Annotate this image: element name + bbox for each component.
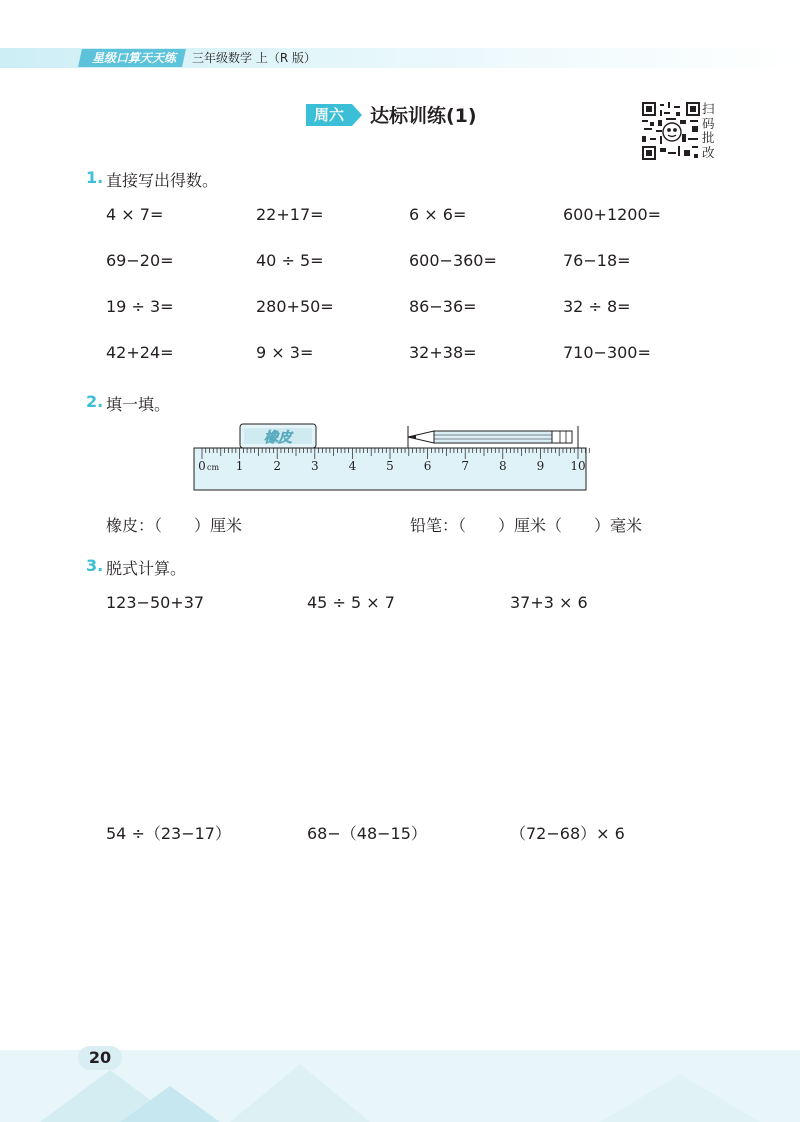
oral-question: 9 × 3= xyxy=(256,343,314,362)
pencil-icon xyxy=(408,426,578,448)
oral-question: 32 ÷ 8= xyxy=(563,297,631,316)
ruler-unit: cm xyxy=(207,463,220,472)
book-title: 三年级数学 上（R 版） xyxy=(192,51,316,65)
ruler-number: 10 xyxy=(570,459,586,473)
qr-code-icon[interactable] xyxy=(642,102,700,160)
oral-question: 42+24= xyxy=(106,343,174,362)
ruler-number: 7 xyxy=(461,459,470,473)
page-number: 20 xyxy=(78,1046,122,1070)
page-title: 达标训练(1) xyxy=(370,105,477,127)
calc-question: （72−68）× 6 xyxy=(510,824,625,843)
oral-question: 6 × 6= xyxy=(409,205,467,224)
day-tag: 周六 xyxy=(306,104,352,126)
oral-question: 69−20= xyxy=(106,251,174,270)
oral-question: 32+38= xyxy=(409,343,477,362)
oral-question: 710−300= xyxy=(563,343,651,362)
ruler-number: 6 xyxy=(423,459,432,473)
qr-label xyxy=(702,102,718,160)
section-2-number: 2. xyxy=(86,392,104,411)
pencil-answer[interactable]: 铅笔：（ ）厘米（ ）毫米 xyxy=(410,516,643,535)
ruler-number: 4 xyxy=(348,459,357,473)
section-1-number: 1. xyxy=(86,168,104,187)
ruler-number: 5 xyxy=(386,459,394,473)
oral-question: 19 ÷ 3= xyxy=(106,297,174,316)
qr-label-char: 码 xyxy=(702,115,715,131)
section-2-title: 填一填。 xyxy=(106,395,171,414)
ruler-number: 2 xyxy=(273,459,282,473)
ruler-number: 0 xyxy=(198,459,206,473)
section-3-number: 3. xyxy=(86,556,104,575)
section-3-title: 脱式计算。 xyxy=(106,559,187,578)
ruler-number: 9 xyxy=(536,459,545,473)
section-1-title: 直接写出得数。 xyxy=(106,171,219,190)
calc-question: 37+3 × 6 xyxy=(510,593,588,612)
oral-question: 600+1200= xyxy=(563,205,662,224)
oral-question: 280+50= xyxy=(256,297,334,316)
ruler-figure xyxy=(190,420,590,492)
oral-question: 86−36= xyxy=(409,297,477,316)
calc-question: 68−（48−15） xyxy=(307,824,427,843)
oral-question: 600−360= xyxy=(409,251,497,270)
eraser-answer[interactable]: 橡皮：（ ）厘米 xyxy=(106,516,243,535)
qr-label-char: 批 xyxy=(702,130,715,145)
qr-label-char: 扫 xyxy=(702,101,715,116)
oral-question: 22+17= xyxy=(256,205,324,224)
series-name: 星级口算天天练 xyxy=(91,51,176,65)
oral-question: 76−18= xyxy=(563,251,631,270)
ruler-number: 8 xyxy=(498,459,507,473)
qr-label-char: 改 xyxy=(702,144,715,160)
calc-question: 45 ÷ 5 × 7 xyxy=(307,593,395,612)
oral-question: 4 × 7= xyxy=(106,205,164,224)
ruler-number: 3 xyxy=(310,459,319,473)
calc-question: 54 ÷（23−17） xyxy=(106,824,231,843)
oral-question: 40 ÷ 5= xyxy=(256,251,324,270)
ruler-number: 1 xyxy=(235,459,244,473)
eraser-label: 橡皮 xyxy=(264,430,292,446)
calc-question: 123−50+37 xyxy=(106,593,205,612)
